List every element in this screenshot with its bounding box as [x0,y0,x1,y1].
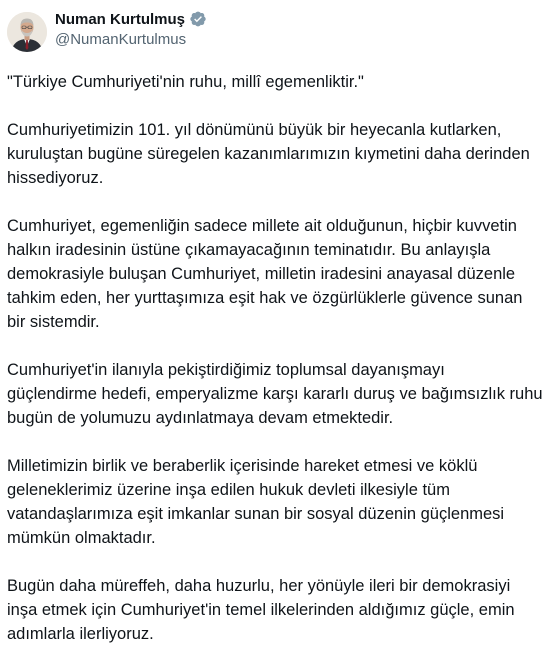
tweet-text-line: vatandaşlarımıza eşit imkanlar sunan bir sosyal düzenin güçlenmesi [7,505,505,523]
tweet-paragraph [7,358,557,430]
tweet-header [7,8,207,56]
tweet-paragraph [7,574,557,646]
tweet-text-line: inşa etmek için Cumhuriyet'in temel ilkelerinden aldığımız güçle, emin [7,601,515,619]
tweet-text-line: mümkün olmaktadır. [7,529,156,547]
verified-badge-icon [189,10,207,28]
tweet-text-line: halkın iradesinin üstüne çıkamayacağının teminatıdır. Bu anlayışla [7,241,491,259]
tweet-text-line: bugün de yolumuzu aydınlatmaya devam etmektedir. [7,409,394,427]
tweet-text [7,70,557,651]
tweet-paragraph [7,118,557,190]
tweet-text-line: "Türkiye Cumhuriyeti'nin ruhu, millî egemenliktir." [7,73,364,91]
avatar[interactable] [7,12,47,52]
display-name[interactable]: Numan Kurtulmuş [55,10,186,28]
tweet-paragraph [7,214,557,334]
tweet-text-line: Cumhuriyet'in ilanıyla pekiştirdiğimiz toplumsal dayanışmayı [7,361,445,379]
tweet-text-line: hissediyoruz. [7,169,104,187]
tweet-text-line: tahkim eden, her yurttaşımıza eşit hak ve özgürlüklerle güvence sunan [7,289,523,307]
tweet-text-line: Cumhuriyetimizin 101. yıl dönümünü büyük bir heyecanla kutlarken, [7,121,502,139]
tweet-text-line: Bugün daha müreffeh, daha huzurlu, her yönüyle ileri bir demokrasiyi [7,577,511,595]
tweet-text-line: demokrasiyle buluşan Cumhuriyet, milletin iradesini anayasal düzenle [7,265,516,283]
tweet-text-line: Cumhuriyet, egemenliğin sadece millete ait olduğunun, hiçbir kuvvetin [7,217,517,235]
tweet-text-line: kuruluştan bugüne süregelen kazanımlarımızın kıymetini daha derinden [7,145,530,163]
tweet-paragraph [7,454,557,550]
profile-photo-icon [7,12,47,52]
tweet-text-line: bir sistemdir. [7,313,100,331]
author-handle[interactable]: @NumanKurtulmus [55,31,187,48]
tweet-paragraph [7,70,557,94]
tweet-text-line: geleneklerimiz üzerine inşa edilen hukuk devleti ilkesiyle tüm [7,481,450,499]
name-row [55,8,207,30]
tweet-text-line: adımlarla ilerliyoruz. [7,625,154,643]
tweet-text-line: güçlendirme hedefi, emperyalizme karşı kararlı duruş ve bağımsızlık ruhu [7,385,543,403]
author-names [55,8,207,48]
tweet-text-line: Milletimizin birlik ve beraberlik içerisinde hareket etmesi ve köklü [7,457,478,475]
